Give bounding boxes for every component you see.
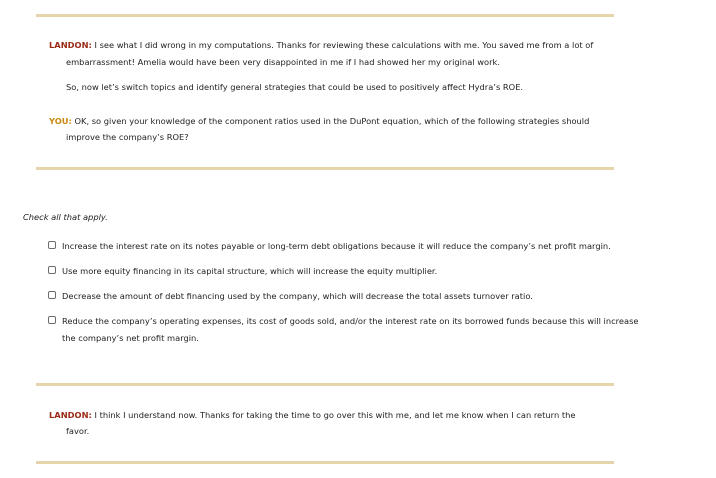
landon-message-3-cont: [66, 423, 89, 440]
message-text: favor.: [66, 426, 90, 436]
divider-lower: [36, 383, 614, 386]
speaker-label-landon: LANDON:: [49, 40, 92, 50]
divider-middle: [36, 167, 614, 170]
message-text: So, now let’s switch topics and identify general strategies that could be used to positively affect Hydra’s ROE.: [66, 82, 524, 92]
speaker-label-you: YOU:: [49, 116, 72, 126]
message-text: improve the company’s ROE?: [66, 132, 189, 142]
speaker-label-landon: LANDON:: [49, 410, 92, 420]
message-text: I see what I did wrong in my computations. Thanks for reviewing these calculations with me. You saved me from a lot of: [94, 40, 594, 50]
option-decrease-debt-financing[interactable]: [48, 288, 668, 305]
checkbox[interactable]: [48, 291, 56, 299]
divider-bottom: [36, 461, 614, 464]
divider-top: [36, 14, 614, 17]
option-label: Reduce the company’s operating expenses, its cost of goods sold, and/or the interest rate on its borrowed funds because this will increase: [62, 316, 639, 326]
you-message-cont: [66, 129, 189, 146]
option-increase-interest-rate[interactable]: [48, 238, 668, 255]
option-label: Use more equity financing in its capital structure, which will increase the equity multiplier.: [62, 266, 438, 276]
check-all-instruction: Check all that apply.: [23, 212, 108, 222]
option-more-equity-financing[interactable]: [48, 263, 668, 280]
you-message: [49, 113, 589, 130]
option-label: Decrease the amount of debt financing used by the company, which will decrease the total assets turnover ratio.: [62, 291, 533, 301]
message-text: embarrassment! Amelia would have been very disappointed in me if I had showed her my original work.: [66, 57, 500, 67]
message-text: OK, so given your knowledge of the component ratios used in the DuPont equation, which of the following strategies should: [74, 116, 590, 126]
landon-message-1-cont: [66, 54, 500, 71]
checkbox[interactable]: [48, 266, 56, 274]
option-label: Increase the interest rate on its notes payable or long-term debt obligations because it will reduce the company’s net profit margin.: [62, 241, 611, 251]
checkbox[interactable]: [48, 241, 56, 249]
landon-message-1: [49, 37, 593, 54]
landon-message-3: [49, 407, 575, 424]
landon-message-2: [66, 79, 523, 96]
message-text: I think I understand now. Thanks for taking the time to go over this with me, and let me know when I can return the: [94, 410, 576, 420]
checkbox[interactable]: [48, 316, 56, 324]
option-reduce-operating-expenses[interactable]: [48, 313, 668, 347]
option-label-cont: the company’s net profit margin.: [62, 333, 199, 343]
